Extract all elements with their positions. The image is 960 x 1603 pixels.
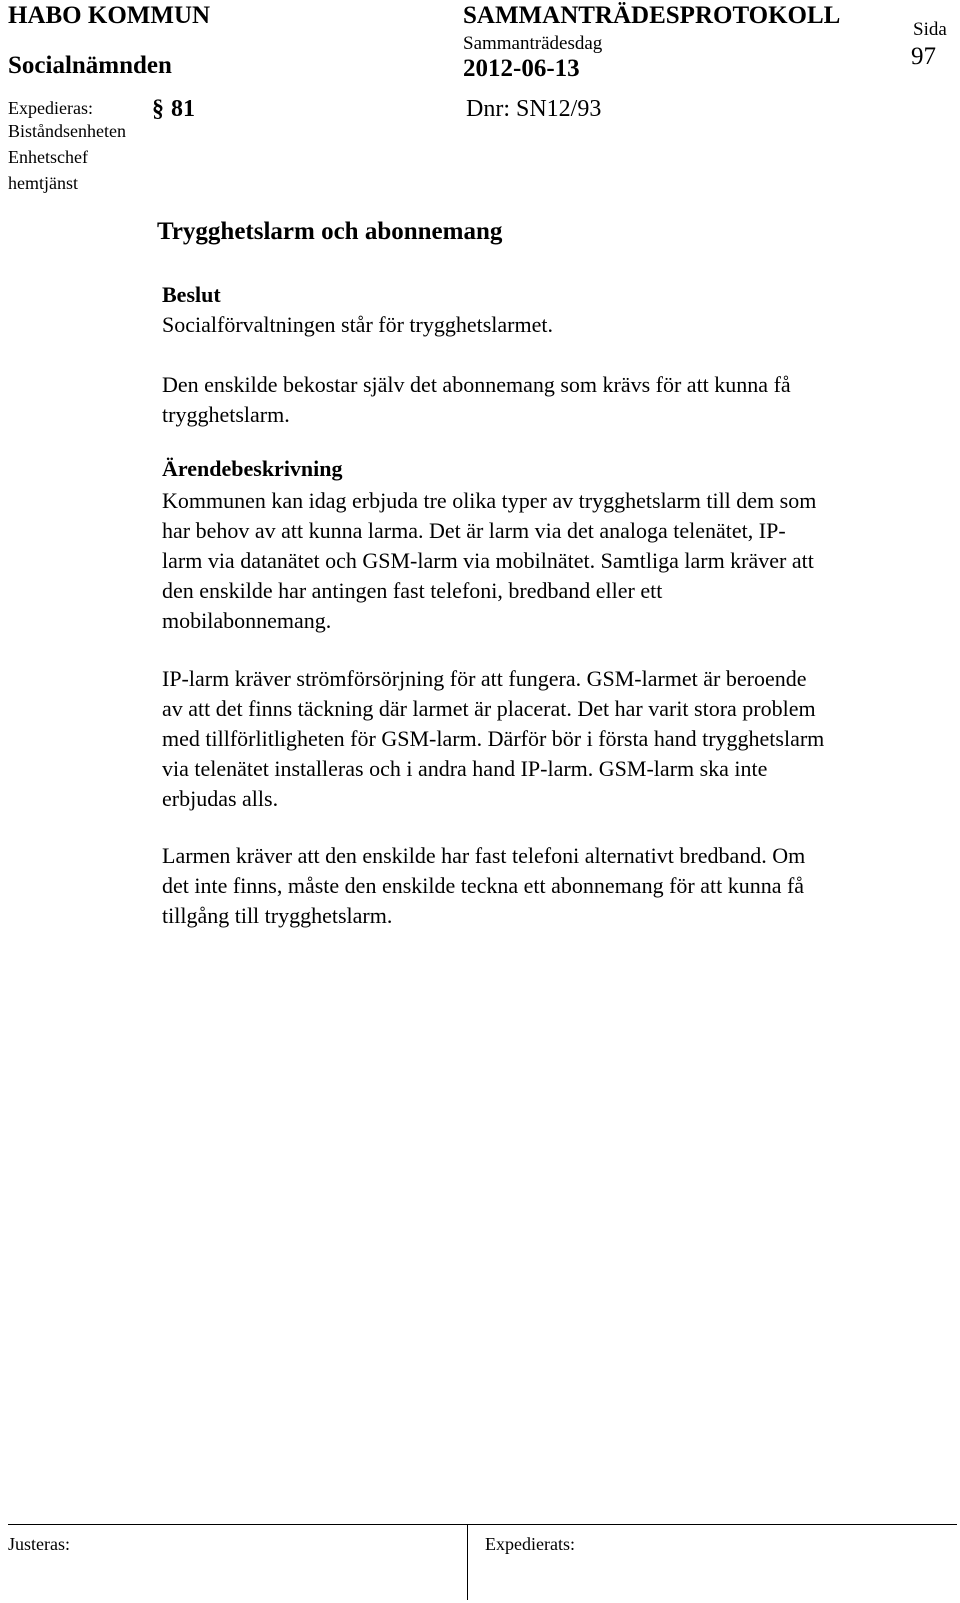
meeting-date: 2012-06-13 <box>463 55 580 82</box>
text-line: IP-larm kräver strömförsörjning för att fungera. GSM-larmet är beroende <box>162 666 807 691</box>
recipient-list <box>8 118 158 196</box>
description-heading: Ärendebeskrivning <box>162 456 343 481</box>
department-name: Socialnämnden <box>8 52 172 79</box>
recipient-item: Biståndsenheten <box>8 121 126 141</box>
expedierats-label: Expedierats: <box>485 1534 575 1554</box>
meeting-date-label: Sammanträdesdag <box>463 33 603 54</box>
justeras-label: Justeras: <box>8 1534 70 1554</box>
case-number: Dnr: SN12/93 <box>466 96 602 122</box>
description-paragraph-1 <box>162 486 952 636</box>
text-line: med tillförlitligheten för GSM-larm. Därför bör i första hand trygghetslarm <box>162 726 825 751</box>
case-title: Trygghetslarm och abonnemang <box>157 218 503 245</box>
footer-divider-vertical <box>467 1524 468 1600</box>
text-line: har behov av att kunna larma. Det är larm via det analoga telenätet, IP- <box>162 518 786 543</box>
text-line: Socialförvaltningen står för trygghetslarmet. <box>162 312 553 337</box>
text-line: Kommunen kan idag erbjuda tre olika typer av trygghetslarm till dem som <box>162 488 817 513</box>
text-line: via telenätet installeras och i andra hand IP-larm. GSM-larm ska inte <box>162 756 768 781</box>
text-line: mobilabonnemang. <box>162 608 332 633</box>
text-line: den enskilde har antingen fast telefoni, bredband eller ett <box>162 578 663 603</box>
text-line: det inte finns, måste den enskilde teckna ett abonnemang för att kunna få <box>162 873 805 898</box>
decision-paragraph-1 <box>162 310 952 340</box>
text-line: av att det finns täckning där larmet är placerat. Det har varit stora problem <box>162 696 816 721</box>
recipient-item: hemtjänst <box>8 173 78 193</box>
text-line: trygghetslarm. <box>162 402 290 427</box>
text-line: larm via datanätet och GSM-larm via mobilnätet. Samtliga larm kräver att <box>162 548 814 573</box>
footer-divider-horizontal <box>8 1524 957 1525</box>
page-number: 97 <box>911 43 936 70</box>
decision-heading: Beslut <box>162 282 221 307</box>
description-paragraph-2 <box>162 664 952 814</box>
paragraph-sign: § <box>152 96 164 122</box>
text-line: tillgång till trygghetslarm. <box>162 903 393 928</box>
text-line: erbjudas alls. <box>162 786 279 811</box>
recipient-item: Enhetschef <box>8 147 88 167</box>
page-label: Sida <box>913 19 947 40</box>
document-title: SAMMANTRÄDESPROTOKOLL <box>463 2 841 29</box>
decision-paragraph-2 <box>162 370 952 430</box>
description-paragraph-3 <box>162 841 952 931</box>
dispatched-label: Expedieras: <box>8 98 93 118</box>
paragraph-number: 81 <box>171 96 195 122</box>
organization-name: HABO KOMMUN <box>8 2 211 29</box>
text-line: Larmen kräver att den enskilde har fast telefoni alternativt bredband. Om <box>162 843 806 868</box>
text-line: Den enskilde bekostar själv det abonnemang som krävs för att kunna få <box>162 372 791 397</box>
